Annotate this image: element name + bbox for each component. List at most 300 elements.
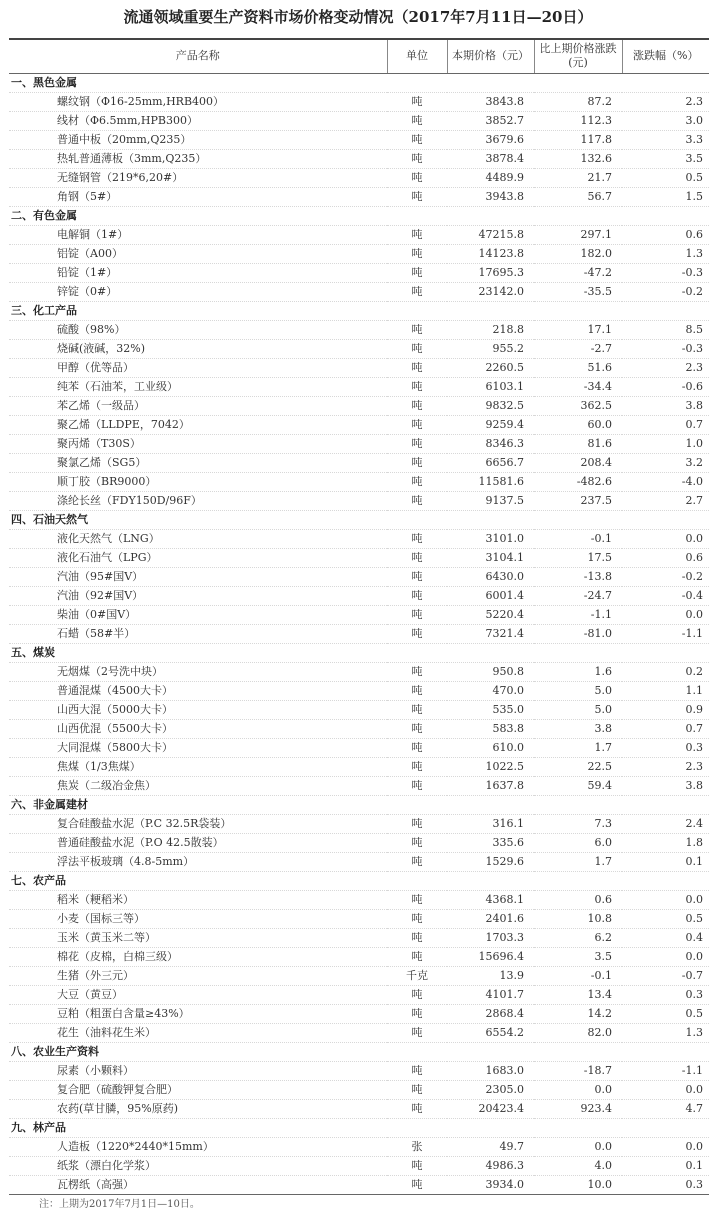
cell-change-amount: 182.0: [534, 244, 622, 263]
cell-unit: 吨: [387, 434, 447, 453]
cell-change-amount: 81.6: [534, 434, 622, 453]
cell-unit: 吨: [387, 1175, 447, 1194]
cell-change-amount: 0.0: [534, 1080, 622, 1099]
cell-unit: 吨: [387, 529, 447, 548]
cell-unit: 吨: [387, 1061, 447, 1080]
cell-unit: 吨: [387, 225, 447, 244]
cell-change-amount: 22.5: [534, 757, 622, 776]
cell-current-price: 583.8: [447, 719, 534, 738]
cell-product-name: 聚乙烯（LLDPE，7042）: [9, 415, 387, 434]
table-row: [9, 966, 709, 985]
category-label: 六、非金属建材: [9, 795, 709, 814]
cell-current-price: 4368.1: [447, 890, 534, 909]
cell-current-price: 218.8: [447, 320, 534, 339]
cell-product-name: 复合肥（硫酸钾复合肥）: [9, 1080, 387, 1099]
table-row: [9, 415, 709, 434]
cell-change-percent: 1.8: [622, 833, 709, 852]
cell-change-amount: -24.7: [534, 586, 622, 605]
cell-change-percent: 0.2: [622, 662, 709, 681]
cell-change-amount: 0.6: [534, 890, 622, 909]
cell-unit: 吨: [387, 757, 447, 776]
cell-current-price: 6103.1: [447, 377, 534, 396]
cell-product-name: 纸浆（漂白化学浆）: [9, 1156, 387, 1175]
cell-product-name: 焦煤（1/3焦煤）: [9, 757, 387, 776]
cell-change-percent: 0.7: [622, 415, 709, 434]
cell-change-amount: 10.8: [534, 909, 622, 928]
cell-current-price: 1683.0: [447, 1061, 534, 1080]
table-row: [9, 586, 709, 605]
table-row: [9, 909, 709, 928]
cell-change-percent: -0.6: [622, 377, 709, 396]
cell-current-price: 7321.4: [447, 624, 534, 643]
cell-unit: 吨: [387, 111, 447, 130]
cell-unit: 吨: [387, 92, 447, 111]
cell-change-amount: 1.7: [534, 738, 622, 757]
cell-change-percent: -1.1: [622, 624, 709, 643]
cell-current-price: 3852.7: [447, 111, 534, 130]
header-unit: 单位: [387, 39, 447, 73]
cell-change-amount: 3.5: [534, 947, 622, 966]
cell-change-amount: 362.5: [534, 396, 622, 415]
cell-unit: 吨: [387, 187, 447, 206]
table-note: 注：上期为2017年7月1日—10日。: [9, 1194, 709, 1213]
cell-change-percent: 0.5: [622, 1004, 709, 1023]
table-row: [9, 149, 709, 168]
cell-current-price: 335.6: [447, 833, 534, 852]
cell-change-percent: 3.2: [622, 453, 709, 472]
table-row: [9, 472, 709, 491]
table-row: [9, 605, 709, 624]
table-row: [9, 833, 709, 852]
cell-current-price: 535.0: [447, 700, 534, 719]
cell-current-price: 950.8: [447, 662, 534, 681]
cell-change-percent: 0.4: [622, 928, 709, 947]
table-row: [9, 263, 709, 282]
table-row: [9, 681, 709, 700]
cell-change-amount: -1.1: [534, 605, 622, 624]
table-row: [9, 567, 709, 586]
cell-unit: 吨: [387, 1156, 447, 1175]
cell-change-amount: 59.4: [534, 776, 622, 795]
table-row: [9, 282, 709, 301]
cell-change-amount: 51.6: [534, 358, 622, 377]
cell-unit: 吨: [387, 605, 447, 624]
cell-product-name: 复合硅酸盐水泥（P.C 32.5R袋装）: [9, 814, 387, 833]
cell-current-price: 47215.8: [447, 225, 534, 244]
cell-product-name: 山西大混（5000大卡）: [9, 700, 387, 719]
cell-current-price: 20423.4: [447, 1099, 534, 1118]
cell-product-name: 农药(草甘膦，95%原药): [9, 1099, 387, 1118]
cell-current-price: 15696.4: [447, 947, 534, 966]
cell-change-amount: 17.1: [534, 320, 622, 339]
cell-product-name: 聚氯乙烯（SG5）: [9, 453, 387, 472]
category-row: [9, 1118, 709, 1137]
cell-product-name: 普通混煤（4500大卡）: [9, 681, 387, 700]
cell-current-price: 13.9: [447, 966, 534, 985]
cell-change-percent: 0.0: [622, 890, 709, 909]
cell-unit: 吨: [387, 472, 447, 491]
cell-change-amount: 10.0: [534, 1175, 622, 1194]
cell-change-amount: 17.5: [534, 548, 622, 567]
cell-change-percent: 0.0: [622, 529, 709, 548]
table-row: [9, 1061, 709, 1080]
cell-change-percent: 0.0: [622, 605, 709, 624]
table-row: [9, 168, 709, 187]
cell-current-price: 4986.3: [447, 1156, 534, 1175]
table-row: [9, 624, 709, 643]
cell-product-name: 棉花（皮棉，白棉三级）: [9, 947, 387, 966]
category-row: [9, 871, 709, 890]
cell-product-name: 锌锭（0#）: [9, 282, 387, 301]
table-header-row: [9, 39, 709, 73]
cell-product-name: 瓦楞纸（高强）: [9, 1175, 387, 1194]
table-body: [9, 73, 709, 1194]
cell-current-price: 2401.6: [447, 909, 534, 928]
cell-product-name: 大豆（黄豆）: [9, 985, 387, 1004]
cell-change-amount: -2.7: [534, 339, 622, 358]
cell-unit: 吨: [387, 282, 447, 301]
cell-unit: 吨: [387, 700, 447, 719]
cell-change-amount: 297.1: [534, 225, 622, 244]
cell-change-percent: 1.3: [622, 244, 709, 263]
table-row: [9, 1156, 709, 1175]
cell-current-price: 8346.3: [447, 434, 534, 453]
cell-unit: 吨: [387, 1099, 447, 1118]
cell-current-price: 11581.6: [447, 472, 534, 491]
table-row: [9, 757, 709, 776]
cell-current-price: 9137.5: [447, 491, 534, 510]
cell-current-price: 1529.6: [447, 852, 534, 871]
cell-unit: 吨: [387, 149, 447, 168]
cell-change-amount: 1.6: [534, 662, 622, 681]
cell-change-percent: 0.9: [622, 700, 709, 719]
cell-change-percent: 0.3: [622, 738, 709, 757]
cell-unit: 张: [387, 1137, 447, 1156]
header-product-name: 产品名称: [9, 39, 387, 73]
cell-unit: 吨: [387, 168, 447, 187]
cell-current-price: 3104.1: [447, 548, 534, 567]
cell-unit: 吨: [387, 396, 447, 415]
cell-current-price: 9259.4: [447, 415, 534, 434]
cell-change-percent: 0.0: [622, 1080, 709, 1099]
table-row: [9, 548, 709, 567]
category-label: 八、农业生产资料: [9, 1042, 709, 1061]
cell-current-price: 3934.0: [447, 1175, 534, 1194]
cell-unit: 吨: [387, 491, 447, 510]
table-row: [9, 776, 709, 795]
cell-unit: 吨: [387, 909, 447, 928]
table-row: [9, 92, 709, 111]
category-row: [9, 643, 709, 662]
cell-change-percent: 0.0: [622, 1137, 709, 1156]
cell-product-name: 铅锭（1#）: [9, 263, 387, 282]
cell-change-percent: 3.8: [622, 396, 709, 415]
cell-unit: 吨: [387, 567, 447, 586]
cell-unit: 吨: [387, 814, 447, 833]
table-row: [9, 1023, 709, 1042]
table-row: [9, 928, 709, 947]
cell-change-percent: -0.4: [622, 586, 709, 605]
cell-change-percent: -4.0: [622, 472, 709, 491]
cell-change-amount: 208.4: [534, 453, 622, 472]
cell-change-amount: 0.0: [534, 1137, 622, 1156]
cell-current-price: 9832.5: [447, 396, 534, 415]
cell-change-amount: 82.0: [534, 1023, 622, 1042]
cell-unit: 吨: [387, 586, 447, 605]
cell-unit: 吨: [387, 852, 447, 871]
price-table: [9, 38, 709, 1213]
cell-change-amount: 87.2: [534, 92, 622, 111]
cell-change-amount: 112.3: [534, 111, 622, 130]
cell-change-percent: 3.5: [622, 149, 709, 168]
table-row: [9, 111, 709, 130]
cell-change-amount: -0.1: [534, 529, 622, 548]
table-row: [9, 947, 709, 966]
cell-change-amount: 132.6: [534, 149, 622, 168]
cell-change-percent: 2.3: [622, 92, 709, 111]
table-row: [9, 890, 709, 909]
cell-product-name: 烧碱(液碱，32%): [9, 339, 387, 358]
cell-current-price: 6001.4: [447, 586, 534, 605]
table-row: [9, 358, 709, 377]
cell-unit: 吨: [387, 1080, 447, 1099]
cell-current-price: 17695.3: [447, 263, 534, 282]
cell-current-price: 6554.2: [447, 1023, 534, 1042]
table-row: [9, 396, 709, 415]
cell-change-percent: 3.3: [622, 130, 709, 149]
table-row: [9, 1099, 709, 1118]
cell-product-name: 小麦（国标三等）: [9, 909, 387, 928]
cell-change-amount: 6.0: [534, 833, 622, 852]
cell-product-name: 聚丙烯（T30S）: [9, 434, 387, 453]
cell-current-price: 316.1: [447, 814, 534, 833]
cell-change-percent: 0.5: [622, 168, 709, 187]
cell-current-price: 955.2: [447, 339, 534, 358]
cell-change-percent: 1.0: [622, 434, 709, 453]
category-label: 三、化工产品: [9, 301, 709, 320]
table-row: [9, 244, 709, 263]
cell-current-price: 3878.4: [447, 149, 534, 168]
cell-change-amount: 13.4: [534, 985, 622, 1004]
table-row: [9, 852, 709, 871]
cell-unit: 吨: [387, 1023, 447, 1042]
cell-product-name: 纯苯（石油苯，工业级）: [9, 377, 387, 396]
cell-product-name: 普通中板（20mm,Q235）: [9, 130, 387, 149]
cell-product-name: 无烟煤（2号洗中块）: [9, 662, 387, 681]
cell-current-price: 6656.7: [447, 453, 534, 472]
cell-product-name: 顺丁胶（BR9000）: [9, 472, 387, 491]
cell-product-name: 生猪（外三元）: [9, 966, 387, 985]
table-row: [9, 491, 709, 510]
cell-change-amount: 56.7: [534, 187, 622, 206]
cell-unit: 吨: [387, 985, 447, 1004]
cell-current-price: 3101.0: [447, 529, 534, 548]
cell-product-name: 热轧普通薄板（3mm,Q235）: [9, 149, 387, 168]
cell-unit: 吨: [387, 358, 447, 377]
cell-unit: 吨: [387, 453, 447, 472]
cell-unit: 吨: [387, 719, 447, 738]
cell-change-amount: -18.7: [534, 1061, 622, 1080]
cell-change-amount: 1.7: [534, 852, 622, 871]
cell-current-price: 1637.8: [447, 776, 534, 795]
category-row: [9, 301, 709, 320]
cell-change-percent: -0.3: [622, 263, 709, 282]
cell-unit: 吨: [387, 662, 447, 681]
table-row: [9, 434, 709, 453]
cell-product-name: 硫酸（98%）: [9, 320, 387, 339]
cell-product-name: 石蜡（58#半）: [9, 624, 387, 643]
cell-change-percent: 0.0: [622, 947, 709, 966]
cell-product-name: 角钢（5#）: [9, 187, 387, 206]
cell-change-percent: 2.4: [622, 814, 709, 833]
cell-product-name: 无缝钢管（219*6,20#）: [9, 168, 387, 187]
cell-change-amount: 60.0: [534, 415, 622, 434]
cell-product-name: 汽油（92#国Ⅴ）: [9, 586, 387, 605]
cell-current-price: 4489.9: [447, 168, 534, 187]
cell-unit: 吨: [387, 320, 447, 339]
category-label: 五、煤炭: [9, 643, 709, 662]
table-row: [9, 529, 709, 548]
cell-change-percent: 1.3: [622, 1023, 709, 1042]
cell-unit: 吨: [387, 928, 447, 947]
cell-change-percent: -0.7: [622, 966, 709, 985]
cell-change-amount: -482.6: [534, 472, 622, 491]
cell-change-percent: 2.3: [622, 358, 709, 377]
table-row: [9, 339, 709, 358]
cell-change-percent: 3.0: [622, 111, 709, 130]
cell-change-amount: -81.0: [534, 624, 622, 643]
cell-current-price: 1022.5: [447, 757, 534, 776]
table-row: [9, 738, 709, 757]
cell-change-amount: 117.8: [534, 130, 622, 149]
cell-product-name: 线材（Φ6.5mm,HPB300）: [9, 111, 387, 130]
cell-change-percent: 8.5: [622, 320, 709, 339]
cell-product-name: 电解铜（1#）: [9, 225, 387, 244]
cell-current-price: 5220.4: [447, 605, 534, 624]
category-label: 九、林产品: [9, 1118, 709, 1137]
cell-change-percent: 0.6: [622, 548, 709, 567]
cell-change-percent: 1.5: [622, 187, 709, 206]
table-row: [9, 662, 709, 681]
category-row: [9, 795, 709, 814]
cell-change-percent: 1.1: [622, 681, 709, 700]
cell-unit: 吨: [387, 624, 447, 643]
category-row: [9, 1042, 709, 1061]
cell-current-price: 4101.7: [447, 985, 534, 1004]
header-change-percent: 涨跌幅（%）: [622, 39, 709, 73]
cell-change-amount: 7.3: [534, 814, 622, 833]
category-label: 一、黑色金属: [9, 73, 709, 92]
cell-unit: 吨: [387, 890, 447, 909]
cell-unit: 吨: [387, 548, 447, 567]
cell-product-name: 柴油（0#国Ⅴ）: [9, 605, 387, 624]
table-row: [9, 225, 709, 244]
cell-change-percent: 0.7: [622, 719, 709, 738]
cell-current-price: 6430.0: [447, 567, 534, 586]
cell-unit: 吨: [387, 415, 447, 434]
cell-current-price: 23142.0: [447, 282, 534, 301]
cell-current-price: 3943.8: [447, 187, 534, 206]
cell-change-amount: 6.2: [534, 928, 622, 947]
cell-change-percent: 0.1: [622, 1156, 709, 1175]
cell-change-percent: -0.2: [622, 567, 709, 586]
cell-unit: 吨: [387, 776, 447, 795]
cell-product-name: 尿素（小颗料）: [9, 1061, 387, 1080]
cell-unit: 吨: [387, 833, 447, 852]
cell-unit: 吨: [387, 947, 447, 966]
cell-product-name: 汽油（95#国Ⅴ）: [9, 567, 387, 586]
cell-unit: 吨: [387, 339, 447, 358]
category-label: 二、有色金属: [9, 206, 709, 225]
cell-change-percent: 2.3: [622, 757, 709, 776]
cell-product-name: 甲醇（优等品）: [9, 358, 387, 377]
cell-current-price: 1703.3: [447, 928, 534, 947]
cell-current-price: 3843.8: [447, 92, 534, 111]
table-row: [9, 453, 709, 472]
cell-product-name: 花生（油料花生米）: [9, 1023, 387, 1042]
page-title: 流通领域重要生产资料市场价格变动情况（2017年7月11日—20日）: [123, 8, 593, 26]
cell-change-percent: -0.3: [622, 339, 709, 358]
cell-change-percent: 3.8: [622, 776, 709, 795]
cell-change-percent: 0.1: [622, 852, 709, 871]
cell-product-name: 豆粕（粗蛋白含量≥43%）: [9, 1004, 387, 1023]
cell-product-name: 液化天然气（LNG）: [9, 529, 387, 548]
cell-product-name: 普通硅酸盐水泥（P.O 42.5散装）: [9, 833, 387, 852]
table-row: [9, 187, 709, 206]
cell-product-name: 苯乙烯（一级品）: [9, 396, 387, 415]
cell-change-amount: -47.2: [534, 263, 622, 282]
cell-change-percent: -1.1: [622, 1061, 709, 1080]
cell-change-amount: 3.8: [534, 719, 622, 738]
cell-change-percent: 0.3: [622, 985, 709, 1004]
category-row: [9, 73, 709, 92]
cell-product-name: 人造板（1220*2440*15mm）: [9, 1137, 387, 1156]
cell-unit: 吨: [387, 263, 447, 282]
cell-product-name: 螺纹钢（Φ16-25mm,HRB400）: [9, 92, 387, 111]
cell-change-percent: -0.2: [622, 282, 709, 301]
table-row: [9, 1175, 709, 1194]
cell-current-price: 2868.4: [447, 1004, 534, 1023]
cell-change-amount: 21.7: [534, 168, 622, 187]
category-label: 四、石油天然气: [9, 510, 709, 529]
cell-current-price: 14123.8: [447, 244, 534, 263]
header-current-price: 本期价格（元）: [447, 39, 534, 73]
table-row: [9, 719, 709, 738]
cell-product-name: 涤纶长丝（FDY150D/96F）: [9, 491, 387, 510]
cell-change-amount: 923.4: [534, 1099, 622, 1118]
cell-product-name: 浮法平板玻璃（4.8-5mm）: [9, 852, 387, 871]
cell-change-percent: 4.7: [622, 1099, 709, 1118]
cell-change-amount: 237.5: [534, 491, 622, 510]
cell-product-name: 液化石油气（LPG）: [9, 548, 387, 567]
cell-change-amount: -34.4: [534, 377, 622, 396]
cell-change-percent: 0.6: [622, 225, 709, 244]
cell-unit: 吨: [387, 1004, 447, 1023]
table-row: [9, 814, 709, 833]
cell-change-amount: -13.8: [534, 567, 622, 586]
cell-current-price: 49.7: [447, 1137, 534, 1156]
cell-unit: 吨: [387, 738, 447, 757]
cell-change-amount: 14.2: [534, 1004, 622, 1023]
cell-current-price: 2305.0: [447, 1080, 534, 1099]
cell-unit: 吨: [387, 681, 447, 700]
table-row: [9, 130, 709, 149]
cell-product-name: 稻米（粳稻米）: [9, 890, 387, 909]
cell-change-amount: 5.0: [534, 700, 622, 719]
cell-current-price: 3679.6: [447, 130, 534, 149]
cell-change-percent: 0.3: [622, 1175, 709, 1194]
cell-change-percent: 2.7: [622, 491, 709, 510]
